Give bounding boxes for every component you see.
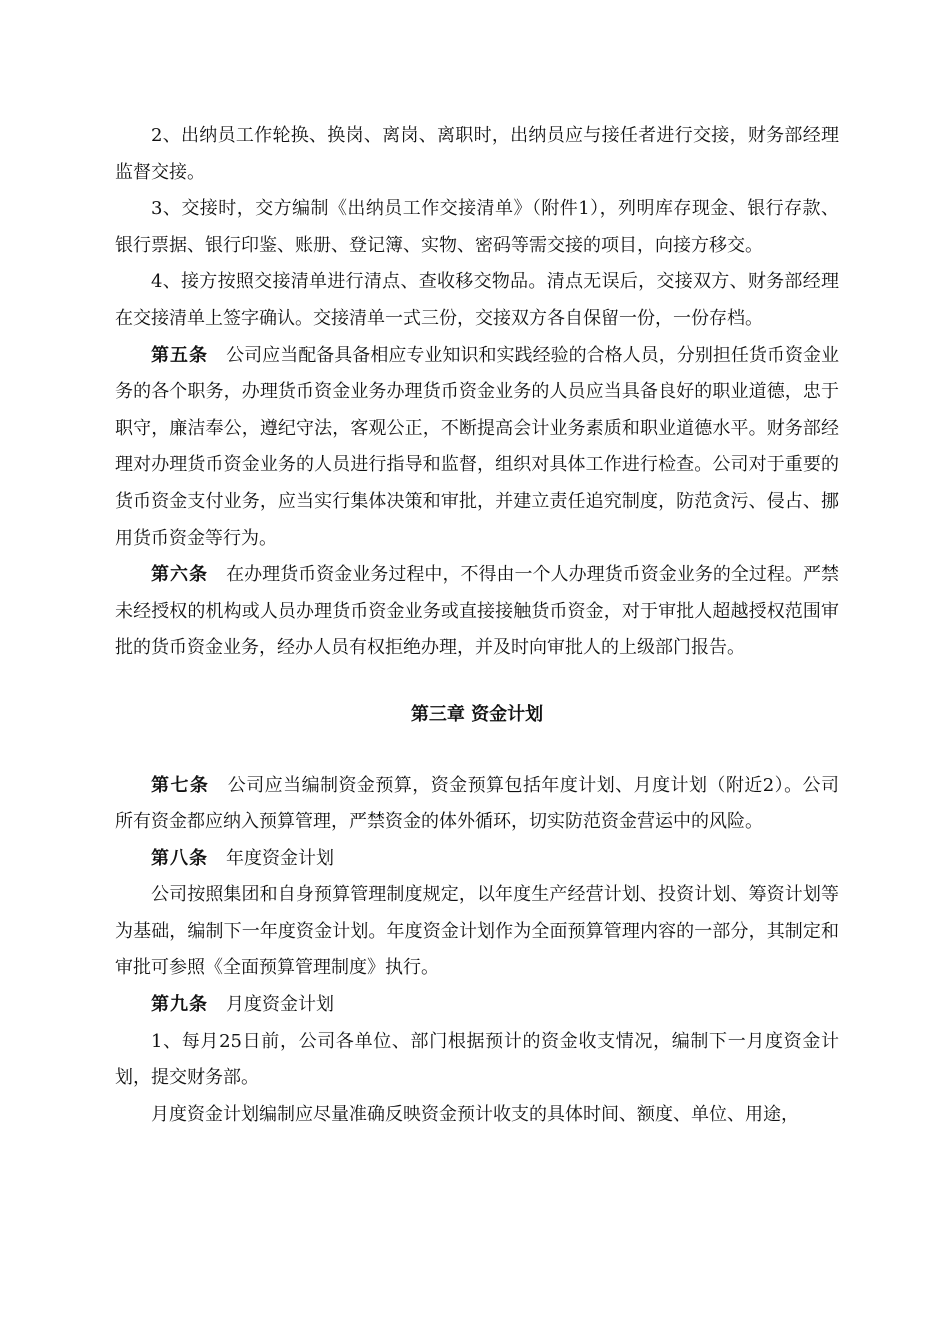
- document-page: [115, 118, 839, 1133]
- article-6-label: 第六条: [151, 564, 209, 586]
- article-7: [115, 768, 839, 841]
- article-6: [115, 557, 839, 667]
- article-9-heading: 月度资金计划: [226, 994, 334, 1016]
- article-8-heading: 年度资金计划: [226, 847, 334, 869]
- article-7-text: 公司应当编制资金预算，资金预算包括年度计划、月度计划（附近2）。公司所有资金都应纳入预算管理，严禁资金的体外循环，切实防范资金营运中的风险。: [115, 774, 839, 833]
- article-5-label: 第五条: [151, 344, 209, 366]
- article-9-label: 第九条: [151, 994, 208, 1016]
- article-8: [115, 841, 839, 878]
- article-7-label: 第七条: [151, 774, 210, 796]
- paragraph-handover-signoff: 4、接方按照交接清单进行清点、查收移交物品。清点无误后，交接双方、财务部经理在交接清单上签字确认。交接清单一式三份，交接双方各自保留一份，一份存档。: [115, 271, 839, 329]
- article-9-item-2: 月度资金计划编制应尽量准确反映资金预计收支的具体时间、额度、单位、用途，: [151, 1103, 799, 1125]
- article-9-item-1: 1、每月25日前，公司各单位、部门根据预计的资金收支情况，编制下一月度资金计划，提交财务部。: [115, 1030, 839, 1089]
- article-8-label: 第八条: [151, 847, 208, 869]
- article-5-text: 公司应当配备具备相应专业知识和实践经验的合格人员，分别担任货币资金业务的各个职务，办理货币资金业务办理货币资金业务的人员应当具备良好的职业道德，忠于职守，廉洁奉公，遵纪守法，客观公正，不断提高会计业务素质和职业道德水平。财务部经理对办理货币资金业务的人员进行指导和监督，组织对具体工作进行检查。公司对于重要的货币资金支付业务，应当实行集体决策和审批，并建立责任追究制度，防范贪污、侵占、挪用货币资金等行为。: [115, 344, 840, 549]
- article-9: [115, 987, 839, 1024]
- paragraph-handover-rotation: 2、出纳员工作轮换、换岗、离岗、离职时，出纳员应与接任者进行交接，财务部经理监督交接。: [115, 125, 839, 183]
- article-8-body: 公司按照集团和自身预算管理制度规定，以年度生产经营计划、投资计划、筹资计划等为基础，编制下一年度资金计划。年度资金计划作为全面预算管理内容的一部分，其制定和审批可参照《全面预算管理制度》执行。: [115, 884, 839, 979]
- chapter-heading: 第三章 资金计划: [410, 703, 544, 725]
- article-5: [115, 338, 839, 558]
- article-6-text: 在办理货币资金业务过程中，不得由一个人办理货币资金业务的全过程。严禁未经授权的机构或人员办理货币资金业务或直接接触货币资金，对于审批人超越授权范围审批的货币资金业务，经办人员有权拒绝办理，并及时向审批人的上级部门报告。: [115, 564, 840, 659]
- paragraph-handover-list: 3、交接时，交方编制《出纳员工作交接清单》（附件1），列明库存现金、银行存款、银行票据、银行印鉴、账册、登记簿、实物、密码等需交接的项目，向接方移交。: [115, 198, 839, 256]
